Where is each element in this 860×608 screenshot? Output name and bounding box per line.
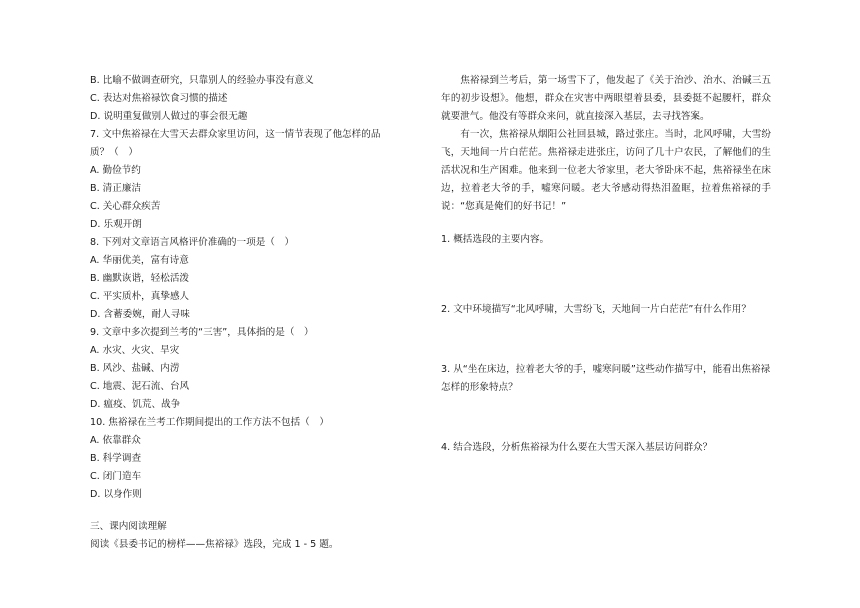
question-7-option-a: A. 勤俭节约 — [90, 165, 141, 176]
question-7-option-d: D. 乐观开朗 — [90, 219, 142, 230]
left-column — [90, 72, 415, 554]
question-7-option-b: B. 清正廉洁 — [90, 183, 142, 194]
question-10-stem: 10. 焦裕禄在兰考工作期间提出的工作方法不包括（ ） — [90, 417, 329, 428]
reading-question-1: 1. 概括选段的主要内容。 — [441, 234, 550, 245]
question-10-option-a: A. 依靠群众 — [90, 435, 141, 446]
question-7-stem-cont: 质？（ ） — [90, 147, 138, 158]
right-column — [441, 72, 771, 457]
question-10-option-c: C. 闭门造车 — [90, 471, 142, 482]
section-title: 三、课内阅读理解 — [90, 521, 167, 532]
question-10-option-d: D. 以身作则 — [90, 489, 142, 500]
question-9-option-d: D. 瘟疫、饥荒、战争 — [90, 399, 181, 410]
question-8-option-b: B. 幽默诙谐，轻松活泼 — [90, 273, 190, 284]
reading-question-3: 3. 从“坐在床边，拉着老大爷的手，嘘寒问暖”这些动作描写中，能看出焦裕禄怎样的形象特点？ — [441, 364, 771, 393]
option-line: D. 说明重复做别人做过的事会很无趣 — [90, 111, 248, 122]
passage-paragraph-1: 焦裕禄到兰考后，第一场雪下了，他发起了《关于治沙、治水、治碱三五年的初步设想》。他想，群众在灾害中两眼望着县委，县委挺不起腰杆，群众就要泄气。他没有等群众来问，就直接深入基层，去寻找答案。 — [441, 75, 771, 122]
section-intro: 阅读《县委书记的榜样——焦裕禄》选段，完成 1 - 5 题。 — [90, 539, 339, 550]
reading-question-4: 4. 结合选段，分析焦裕禄为什么要在大雪天深入基层访问群众？ — [441, 442, 713, 453]
option-line: C. 表达对焦裕禄饮食习惯的描述 — [90, 93, 228, 104]
question-8-stem: 8. 下列对文章语言风格评价准确的一项是（ ） — [90, 237, 295, 248]
question-8-option-a: A. 华丽优美，富有诗意 — [90, 255, 189, 266]
question-8-option-d: D. 含蓄委婉，耐人寻味 — [90, 309, 190, 320]
question-9-option-a: A. 水灾、火灾、旱灾 — [90, 345, 180, 356]
option-line: B. 比喻不做调查研究，只靠别人的经验办事没有意义 — [90, 75, 314, 86]
question-7-option-c: C. 关心群众疾苦 — [90, 201, 161, 212]
question-8-option-c: C. 平实质朴，真挚感人 — [90, 291, 190, 302]
question-9-option-c: C. 地震、泥石流、台风 — [90, 381, 190, 392]
question-9-option-b: B. 风沙、盐碱、内涝 — [90, 363, 180, 374]
question-9-stem: 9. 文章中多次提到兰考的“三害”，具体指的是（ ） — [90, 327, 314, 338]
spacer — [90, 504, 415, 518]
passage-paragraph-2: 有一次，焦裕禄从烟阳公社回县城，路过张庄。当时，北风呼啸，大雪纷飞，天地间一片白茫茫。焦裕禄走进张庄，访问了几十户农民，了解他们的生活状况和生产困难。他来到一位老大爷家里，老大爷卧床不起，焦裕禄坐在床边，拉着老大爷的手，嘘寒问暖。老大爷感动得热泪盈眶，拉着焦裕禄的手说：“您真是俺们的好书记！” — [441, 129, 771, 212]
question-7-stem: 7. 文中焦裕禄在大雪天去群众家里访问，这一情节表现了他怎样的品 — [90, 129, 381, 140]
question-10-option-b: B. 科学调查 — [90, 453, 142, 464]
reading-question-2: 2. 文中环境描写“北风呼啸，大雪纷飞，天地间一片白茫茫”有什么作用？ — [441, 304, 751, 315]
